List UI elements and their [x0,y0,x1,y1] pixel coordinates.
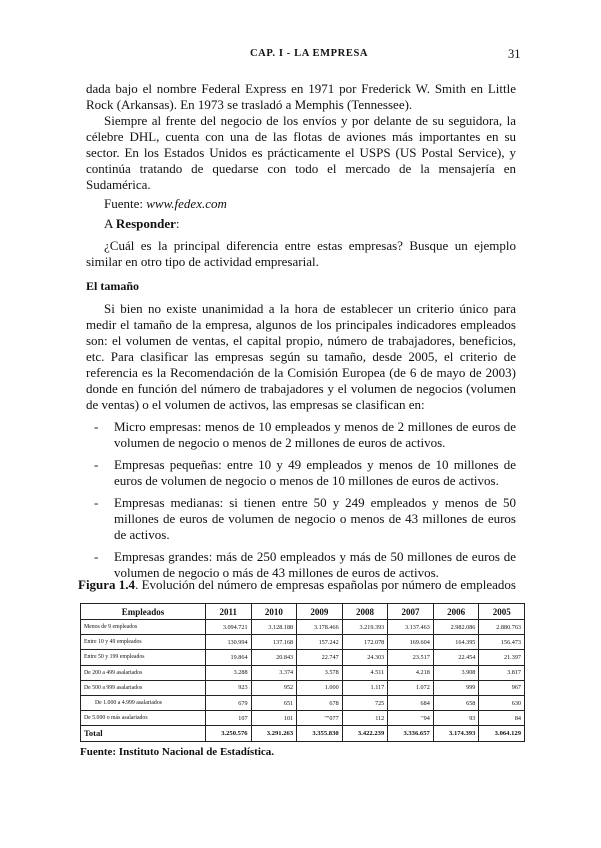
table-cell: 3.422.239 [342,726,388,741]
row-label: Entre 50 y 199 empleados [81,650,206,665]
table-row [81,635,525,650]
header-cell: Empleados [81,604,206,620]
row-label: De 5.000 o más asalariados [81,711,206,726]
bullet-item-medium: - Empresas medianas: si tienen entre 50 y 249 empleados y menos de 50 millones de euros de volumen de negocio o menos de 43 millones de euros de activos. [86,495,516,543]
row-label: De 200 a 499 asalariados [81,665,206,680]
table-cell: 3.094.721 [206,620,252,635]
table-cell: 3.355.830 [297,726,343,741]
bullet-item-micro: - Micro empresas: menos de 10 empleados y menos de 2 millones de euros de volumen de negocio o menos de 2 millones de euros de activos. [86,419,516,451]
source-line [86,196,516,212]
table-cell: 679 [206,695,252,710]
bullet-item-large: - Empresas grandes: más de 250 empleados y más de 50 millones de euros de volumen de negocio o más de 43 millones de euros de activos. [86,549,516,581]
table-cell: 21.397 [479,650,525,665]
figure-label: Figura 1.4 [78,577,136,592]
table-cell: 20.843 [251,650,297,665]
table-cell: 3.817 [479,665,525,680]
total-label: Total [81,726,206,741]
intro-paragraph-2: Siempre al frente del negocio de los envíos y por delante de su seguidora, la célebre DHL, cuenta con una de las flotas de aviones más importantes en su sector. En los Estados Unidos es prácticamente el USPS (US Postal Service), y continúa tratando de quedarse con todo el mercado de la mensajería en Sudamérica. [86,113,516,192]
table-cell: 3.250.576 [206,726,252,741]
question-paragraph: ¿Cuál es la principal diferencia entre estas empresas? Busque un ejemplo similar en otro tipo de actividad empresarial. [86,238,516,269]
figure-caption-text: . Evolución del número de empresas españolas por número de empleados [135,577,516,592]
table-cell: 130.994 [206,635,252,650]
section-title: El tamaño [86,279,140,293]
table-cell: 3.336.657 [388,726,434,741]
table-cell: 3.064.129 [479,726,525,741]
table-cell: 84 [479,711,525,726]
section-block [86,301,516,587]
bullet-item-small: - Empresas pequeñas: entre 10 y 49 empleados y menos de 10 millones de euros de volumen de negocio o menos de 10 millones de euros de activos. [86,457,516,489]
intro-paragraph-1: dada bajo el nombre Federal Express en 1971 por Frederick W. Smith en Little Rock (Arkansas). En 1973 se trasladó a Memphis (Tennessee). [86,81,516,112]
table-cell: 999 [433,680,479,695]
table-cell: 1.072 [388,680,434,695]
table-row [81,665,525,680]
table-cell: 651 [251,695,297,710]
table-cell: 157.242 [297,635,343,650]
respond-prefix: A [104,216,116,231]
table-row [81,711,525,726]
page-number: 31 [508,47,521,61]
respond-line [86,216,516,232]
table-cell: 3.291.263 [251,726,297,741]
table-cell: 3.578 [297,665,343,680]
table-source: Fuente: Instituto Nacional de Estadística. [80,746,275,758]
table-cell: "94 [388,711,434,726]
table-cell: 952 [251,680,297,695]
table-cell: 112 [342,711,388,726]
table-cell: 101 [251,711,297,726]
table-cell: 169.604 [388,635,434,650]
table-cell: 3.178.466 [297,620,343,635]
header-cell: 2007 [388,604,434,620]
table-cell: ""077 [297,711,343,726]
table-cell: 4.511 [342,665,388,680]
intro-block [86,81,516,270]
table-cell: 107 [206,711,252,726]
header-cell: 2005 [479,604,525,620]
row-label: Menos de 9 empleados [81,620,206,635]
respond-suffix: : [175,216,180,231]
size-bullet-list [86,419,516,581]
respond-label: Responder [115,216,176,231]
table-cell: 923 [206,680,252,695]
table-cell: 172.078 [342,635,388,650]
table-row [81,680,525,695]
table-cell: 3.288 [206,665,252,680]
table-row [81,650,525,665]
table-cell: 4.218 [388,665,434,680]
table-cell: 156.473 [479,635,525,650]
table-row [81,695,525,710]
table-cell: 3.374 [251,665,297,680]
companies-table [80,603,525,742]
header-cell: 2006 [433,604,479,620]
table-cell: 1.000 [297,680,343,695]
table-cell: 3.128.188 [251,620,297,635]
table-cell: 1.117 [342,680,388,695]
table-cell: 93 [433,711,479,726]
header-cell: 2008 [342,604,388,620]
row-label: De 500 a 999 asalariados [81,680,206,695]
table-header-row [81,604,525,620]
row-label: De 1.000 a 4.999 asalariados [81,695,206,710]
table-cell: 164.395 [433,635,479,650]
table-cell: 3.137.463 [388,620,434,635]
table-cell: 2.982.086 [433,620,479,635]
section-paragraph: Si bien no existe unanimidad a la hora de establecer un criterio único para medir el tamaño de la empresa, algunos de los principales indicadores empleados son: el volumen de ventas, el capital propio, número de trabajadores, beneficios, etc. Para clasificar las empresas según su tamaño, desde 2005, el criterio de referencia es la Recomendación de la Comisión Europea (de 6 de mayo de 2003) donde en función del número de trabajadores y el volumen de negocios (volumen de ventas) o el volumen de activos, las empresas se clasifican en: [86,301,516,412]
table-cell: 22.747 [297,650,343,665]
table-cell: 3.908 [433,665,479,680]
table-cell: 967 [479,680,525,695]
figure-caption [78,577,516,593]
table-cell: 22.454 [433,650,479,665]
table-cell: 137.168 [251,635,297,650]
table-cell: 24.303 [342,650,388,665]
source-url: www.fedex.com [146,196,227,211]
running-title: CAP. I - LA EMPRESA [250,48,369,59]
table-total-row [81,726,525,741]
table-cell: 658 [433,695,479,710]
table-cell: 23.517 [388,650,434,665]
header-cell: 2009 [297,604,343,620]
source-label: Fuente: [104,196,147,211]
table-row [81,620,525,635]
header-cell: 2010 [251,604,297,620]
header-cell: 2011 [206,604,252,620]
table-cell: 630 [479,695,525,710]
table-cell: 3.174.393 [433,726,479,741]
table-cell: 2.880.763 [479,620,525,635]
table-cell: 684 [388,695,434,710]
table-cell: 678 [297,695,343,710]
table-cell: 19.864 [206,650,252,665]
table-cell: 725 [342,695,388,710]
row-label: Entre 10 y 49 empleados [81,635,206,650]
page-header [0,48,601,64]
table-cell: 3.219.393 [342,620,388,635]
